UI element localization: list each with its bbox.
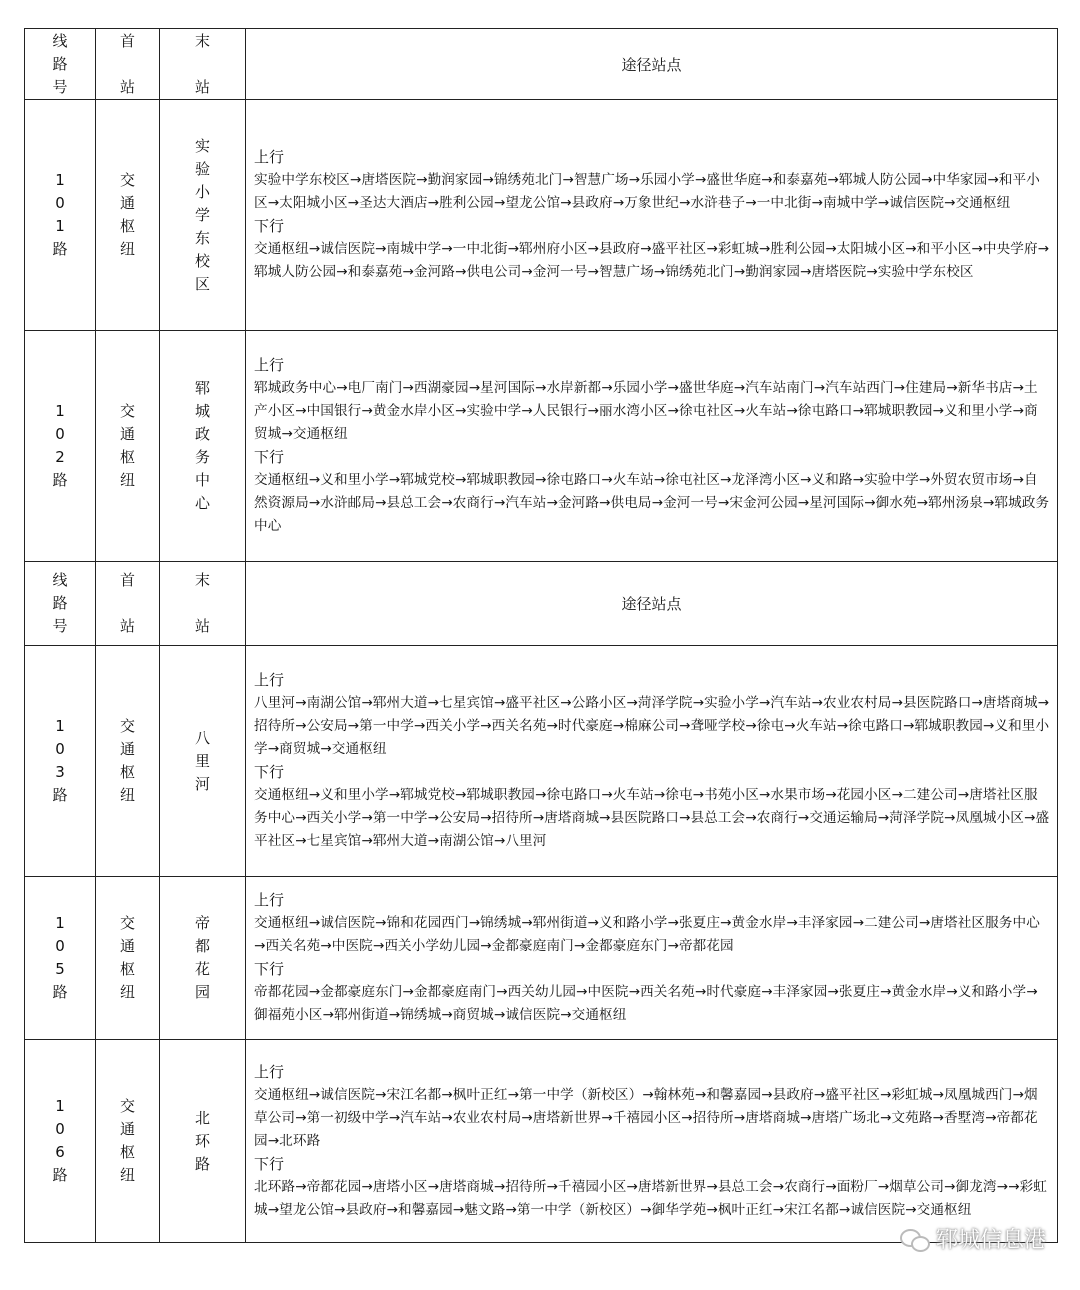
down-direction-label: 下行 — [254, 217, 285, 235]
bus-routes-table — [24, 28, 1058, 1243]
up-direction-label: 上行 — [254, 1062, 285, 1081]
end-station: 帝 都 花 园 — [160, 877, 246, 1040]
start-station: 交 通 枢 纽 — [96, 877, 160, 1040]
down-direction-label: 下行 — [254, 763, 285, 781]
route-stops — [246, 1040, 1058, 1243]
up-direction-label: 上行 — [254, 356, 285, 374]
up-direction-stops: 交通枢纽→诚信医院→宋江名都→枫叶正红→第一中学（新校区）→翰林苑→和馨嘉园→县政府→盛平社区→彩虹城→凤凰城西门→烟草公司→第一初级中学→汽车站→农业农村局→唐塔新世界→千禧园小区→招待所→唐塔商城→唐塔广场北→文苑路→香墅湾→帝都花园→北环路 — [254, 1086, 1038, 1149]
route-row-103 — [25, 646, 1058, 877]
up-direction-label: 上行 — [254, 671, 285, 689]
route-stops — [246, 100, 1058, 331]
up-direction-stops: 交通枢纽→诚信医院→锦和花园西门→锦绣城→郓州街道→义和路小学→张夏庄→黄金水岸→丰泽家园→二建公司→唐塔社区服务中心→西关名苑→中医院→西关小学幼儿园→金都豪庭南门→金都豪庭东门→帝都花园 — [254, 915, 1040, 954]
down-direction-stops: 交通枢纽→义和里小学→郓城党校→郓城职教园→徐屯路口→火车站→徐屯社区→龙泽湾小区→义和路→实验中学→外贸农贸市场→自然资源局→水浒邮局→县总工会→农商行→汽车站→金河路→供电局→金河一号→宋金河公园→星河国际→御水苑→郓州汤泉→郓城政务中心 — [254, 472, 1050, 534]
route-number: 1 0 3 路 — [25, 646, 96, 877]
table-header-row — [25, 29, 1058, 100]
end-station: 八 里 河 — [160, 646, 246, 877]
route-number: 1 0 6 路 — [25, 1040, 96, 1243]
down-direction-label: 下行 — [254, 448, 285, 466]
start-station: 交 通 枢 纽 — [96, 646, 160, 877]
route-stops — [246, 331, 1058, 562]
wechat-icon — [900, 1227, 930, 1251]
route-stops — [246, 877, 1058, 1040]
end-station: 实 验 小 学 东 校 区 — [160, 100, 246, 331]
end-station: 北 环 路 — [160, 1040, 246, 1243]
header-stops: 途径站点 — [246, 29, 1058, 100]
header-end-station: 末 站 — [160, 562, 246, 646]
watermark-text: 郓城信息港 — [935, 1228, 1046, 1253]
route-row-101 — [25, 100, 1058, 331]
route-number: 1 0 2 路 — [25, 331, 96, 562]
header-start-station: 首 站 — [96, 29, 160, 100]
down-direction-label: 下行 — [254, 1154, 285, 1173]
down-direction-stops: 交通枢纽→诚信医院→南城中学→一中北街→郓州府小区→县政府→盛平社区→彩虹城→胜利公园→太阳城小区→和平小区→中央学府→郓城人防公园→和泰嘉苑→金河路→供电公司→金河一号→智慧广场→锦绣苑北门→勤润家园→唐塔医院→实验中学东校区 — [254, 241, 1050, 280]
table-header-row-repeat — [25, 562, 1058, 646]
header-route-number: 线 路 号 — [25, 562, 96, 646]
up-direction-label: 上行 — [254, 891, 285, 909]
route-stops — [246, 646, 1058, 877]
start-station: 交 通 枢 纽 — [96, 100, 160, 331]
route-number: 1 0 5 路 — [25, 877, 96, 1040]
end-station: 郓 城 政 务 中 心 — [160, 331, 246, 562]
route-row-106 — [25, 1040, 1058, 1243]
header-stops: 途径站点 — [246, 562, 1058, 646]
start-station: 交 通 枢 纽 — [96, 1040, 160, 1243]
route-row-102 — [25, 331, 1058, 562]
watermark — [900, 1223, 1046, 1254]
up-direction-stops: 实验中学东校区→唐塔医院→勤润家园→锦绣苑北门→智慧广场→乐园小学→盛世华庭→和泰嘉苑→郓城人防公园→中华家园→和平小区→太阳城小区→圣达大酒店→胜利公园→望龙公馆→县政府→万象世纪→水浒巷子→一中北街→南城中学→诚信医院→交通枢纽 — [254, 172, 1040, 211]
up-direction-stops: 八里河→南湖公馆→郓州大道→七星宾馆→盛平社区→公路小区→菏泽学院→实验小学→汽车站→农业农村局→县医院路口→唐塔商城→招待所→公安局→第一中学→西关小学→西关名苑→时代豪庭→棉麻公司→聋哑学校→徐屯→火车站→徐屯路口→郓城职教园→义和里小学→商贸城→交通枢纽 — [254, 695, 1050, 757]
start-station: 交 通 枢 纽 — [96, 331, 160, 562]
up-direction-label: 上行 — [254, 148, 285, 166]
header-start-station: 首 站 — [96, 562, 160, 646]
down-direction-stops: 北环路→帝都花园→唐塔小区→唐塔商城→招待所→千禧园小区→唐塔新世界→县总工会→农商行→面粉厂→烟草公司→御龙湾→→彩虹城→望龙公馆→县政府→和馨嘉园→魅文路→第一中学（新校区）→御华学苑→枫叶正红→宋江名都→诚信医院→交通枢纽 — [254, 1178, 1047, 1218]
down-direction-label: 下行 — [254, 960, 285, 978]
header-route-number: 线 路 号 — [25, 29, 96, 100]
header-end-station: 末 站 — [160, 29, 246, 100]
up-direction-stops: 郓城政务中心→电厂南门→西湖豪园→星河国际→水岸新都→乐园小学→盛世华庭→汽车站南门→汽车站西门→住建局→新华书店→土产小区→中国银行→黄金水岸小区→实验中学→人民银行→丽水湾小区→徐屯社区→火车站→徐屯路口→郓城职教园→义和里小学→商贸城→交通枢纽 — [254, 380, 1038, 442]
down-direction-stops: 帝都花园→金都豪庭东门→金都豪庭南门→西关幼儿园→中医院→西关名苑→时代豪庭→丰泽家园→张夏庄→黄金水岸→义和路小学→御福苑小区→郓州街道→锦绣城→商贸城→诚信医院→交通枢纽 — [254, 984, 1038, 1023]
route-row-105 — [25, 877, 1058, 1040]
route-number: 1 0 1 路 — [25, 100, 96, 331]
down-direction-stops: 交通枢纽→义和里小学→郓城党校→郓城职教园→徐屯路口→火车站→徐屯→书苑小区→水果市场→花园小区→二建公司→唐塔社区服务中心→西关小学→第一中学→公安局→招待所→唐塔商城→县医院路口→县总工会→农商行→交通运输局→菏泽学院→凤凰城小区→盛平社区→七星宾馆→郓州大道→南湖公馆→八里河 — [254, 787, 1050, 849]
